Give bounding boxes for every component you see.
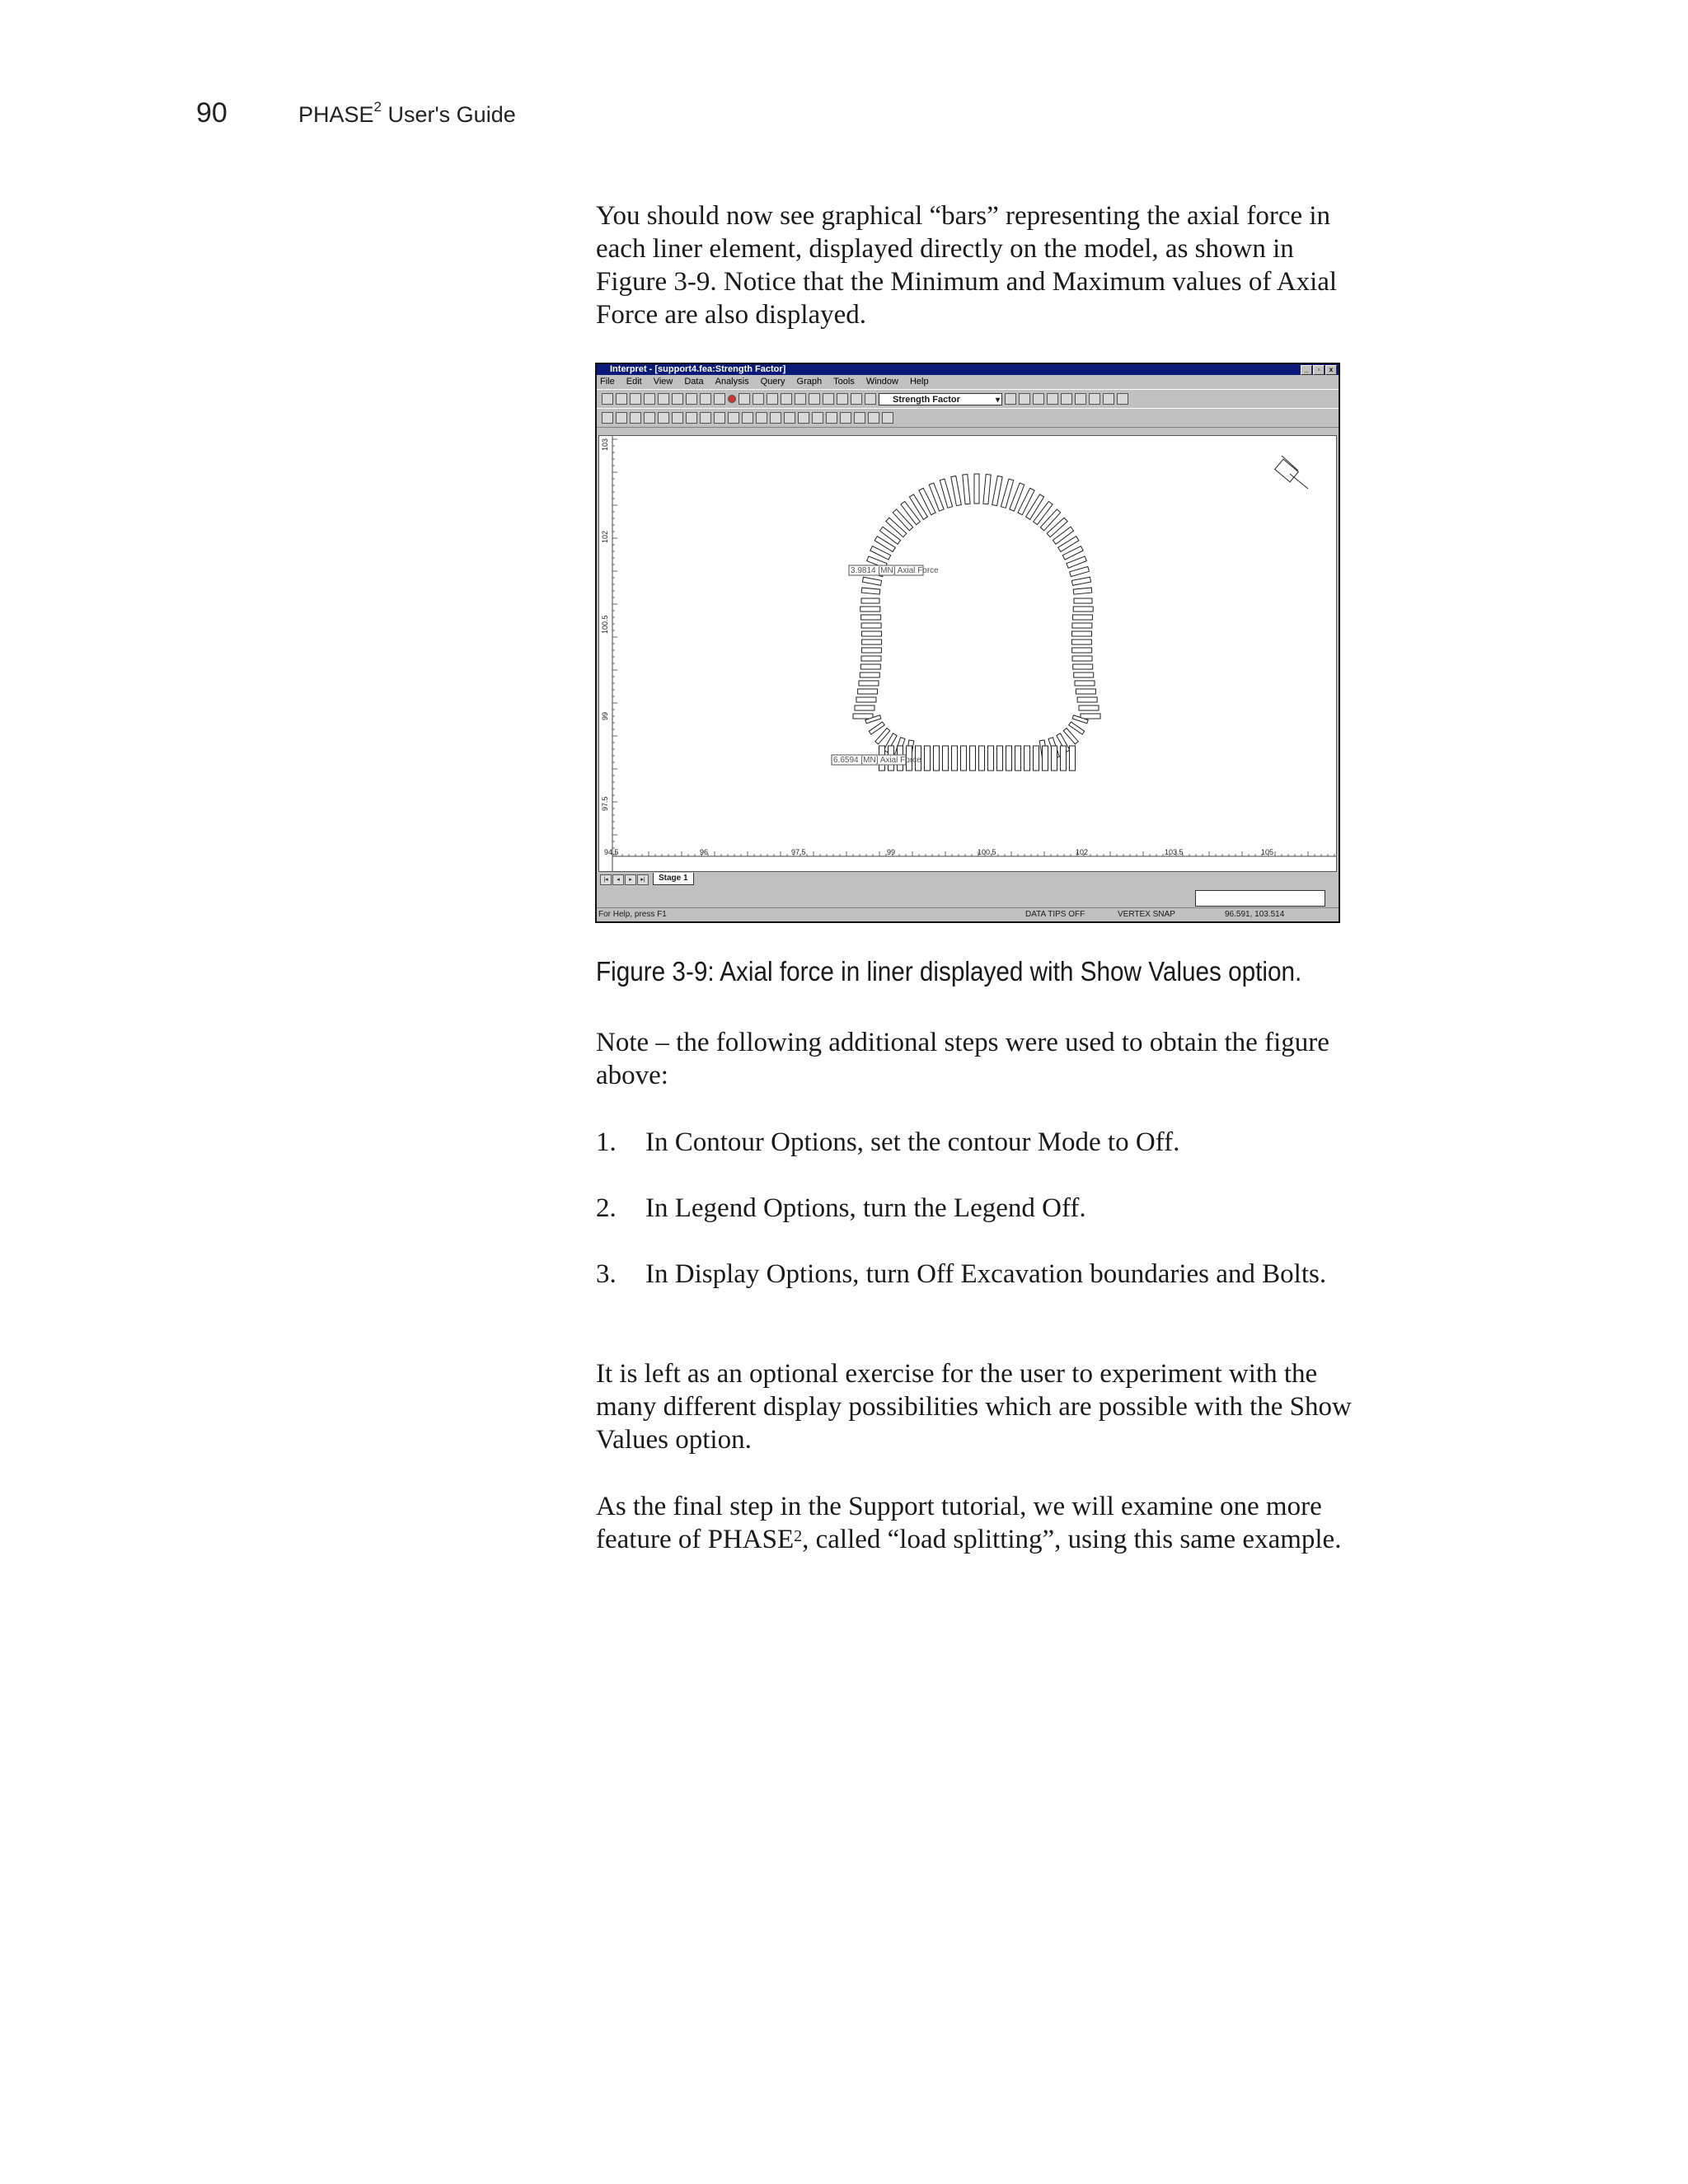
menu-tools[interactable]: Tools <box>833 377 855 387</box>
list-item-text: In Legend Options, turn the Legend Off. <box>645 1193 1086 1223</box>
save-icon[interactable] <box>630 393 641 405</box>
note-paragraph: Note – the following additional steps were used to obtain the figure above: <box>596 1028 1329 1090</box>
menu-file[interactable]: File <box>600 377 615 387</box>
header-title-sup: 2 <box>373 99 382 115</box>
liner-force-bar <box>963 475 970 504</box>
query-icon[interactable] <box>1033 393 1044 405</box>
liner-force-bar <box>860 673 879 677</box>
liner-force-bar <box>983 475 991 504</box>
liner-force-bar <box>1074 598 1092 603</box>
x-tick-label: 94.5 <box>604 848 619 856</box>
x-tick-label: 102 <box>1076 848 1089 856</box>
min-value-label: 6.6594 [MN] Axial Force <box>833 756 921 765</box>
liner-force-bar <box>862 577 881 585</box>
final-paragraph-before: As the final step in the Support tutorial, we will examine one more feature of PHASE <box>596 1492 1322 1554</box>
liner-force-bar <box>997 746 1003 771</box>
page-icon[interactable] <box>700 393 711 405</box>
liner-force-bar <box>988 746 994 771</box>
liner-force-bar <box>1081 714 1100 719</box>
y-tick-label: 102 <box>601 530 609 543</box>
header-title-suffix: User's Guide <box>382 102 516 127</box>
settings-icon[interactable] <box>1005 393 1016 405</box>
liner-force-bar <box>1073 588 1092 594</box>
menu-query[interactable]: Query <box>760 377 785 387</box>
close-icon[interactable]: x <box>1325 365 1337 375</box>
max-value-label: 3.9814 [MN] Axial Force <box>851 566 939 575</box>
liner-force-bar <box>869 722 884 734</box>
arrow-icon[interactable] <box>1075 393 1086 405</box>
liner-force-bar <box>1077 697 1097 702</box>
zoom-all-icon[interactable] <box>767 393 778 405</box>
liner-force-bar <box>1034 746 1039 771</box>
layout-icon[interactable] <box>644 393 655 405</box>
status-data-tips[interactable]: DATA TIPS OFF <box>1025 910 1085 919</box>
data-type-select[interactable]: Strength Factor ▾ <box>879 393 1002 405</box>
graph-icon[interactable] <box>1047 393 1058 405</box>
play-icon[interactable] <box>738 393 750 405</box>
liner-force-bar <box>1052 746 1057 771</box>
select-icon[interactable] <box>616 412 627 424</box>
search-icon[interactable] <box>865 393 876 405</box>
liner-force-bar <box>862 631 882 636</box>
liner-force-bar <box>925 746 931 771</box>
preview-icon[interactable] <box>672 393 683 405</box>
liner-force-bar <box>1071 640 1091 644</box>
x-tick-label: 100.5 <box>978 848 996 856</box>
list-item-number: 1. <box>596 1127 617 1157</box>
menu-data[interactable]: Data <box>684 377 704 387</box>
liner-force-bar <box>1074 673 1094 677</box>
stop-icon[interactable] <box>753 393 764 405</box>
plot-canvas <box>599 436 1336 871</box>
arc-icon[interactable] <box>686 412 697 424</box>
menu-view[interactable]: View <box>653 377 673 387</box>
liner-force-bar <box>862 640 882 644</box>
liner-force-bar <box>1061 746 1067 771</box>
toolbar-main <box>597 389 1339 409</box>
liner-force-bar <box>861 656 881 661</box>
liner-force-bar <box>961 746 967 771</box>
liner-force-bar <box>860 607 880 612</box>
liner-force-bar <box>1070 746 1076 771</box>
triangle-icon[interactable] <box>714 412 725 424</box>
pointer-icon[interactable] <box>630 412 641 424</box>
print-icon[interactable] <box>686 393 697 405</box>
x-tick-label: 103.5 <box>1165 848 1184 856</box>
liner-force-bar <box>974 474 979 504</box>
line-icon[interactable] <box>770 412 781 424</box>
header-title-prefix: PHASE <box>298 102 374 127</box>
liner-force-bar <box>1073 607 1093 612</box>
zoom-window-icon[interactable] <box>809 393 820 405</box>
liner-force-bar <box>934 746 940 771</box>
menu-graph[interactable]: Graph <box>796 377 823 387</box>
intro-paragraph: You should now see graphical “bars” representing the axial force in each liner element, displayed directly on the model, as shown in Figure 3-9. Notice that the Minimum and Maximum values of Axial Force are also displayed. <box>596 201 1338 330</box>
menu-edit[interactable]: Edit <box>626 377 642 387</box>
final-paragraph-after: , called “load splitting”, using this same example. <box>802 1525 1342 1554</box>
liner-force-bar <box>1069 722 1085 734</box>
liner-force-bar <box>1079 705 1099 710</box>
clipboard-icon[interactable] <box>798 412 809 424</box>
liner-force-bar <box>856 697 876 702</box>
liner-force-bar <box>1070 567 1090 577</box>
maximize-icon[interactable]: ▫ <box>1313 365 1325 375</box>
record-icon[interactable] <box>728 395 736 403</box>
rotate-icon[interactable] <box>851 393 862 405</box>
list-item-text: In Display Options, turn Off Excavation boundaries and Bolts. <box>645 1259 1327 1289</box>
interpret-screenshot <box>595 363 1340 923</box>
liner-force-bar <box>1072 656 1092 661</box>
display-icon[interactable] <box>602 412 613 424</box>
zoom-out-icon[interactable] <box>795 393 806 405</box>
status-coordinates: 96.591, 103.514 <box>1225 910 1285 919</box>
liner-force-bar <box>1067 556 1086 568</box>
liner-force-bar <box>853 714 873 719</box>
liner-force-bar <box>970 746 976 771</box>
liner-force-bar <box>1075 681 1095 686</box>
liner-force-bar <box>1073 664 1093 669</box>
page-number: 90 <box>196 97 227 129</box>
stress-direction-icon <box>1275 456 1308 489</box>
ruler-icon[interactable] <box>826 412 837 424</box>
document-icon[interactable] <box>854 412 865 424</box>
menu-window[interactable]: Window <box>865 377 898 387</box>
tab-stage-1[interactable]: Stage 1 <box>653 873 694 885</box>
menu-analysis[interactable]: Analysis <box>715 377 749 387</box>
liner-force-bar <box>1072 615 1092 620</box>
liner-force-bar <box>992 476 1003 506</box>
list-item-number: 2. <box>596 1193 617 1223</box>
tile-icon[interactable] <box>1089 393 1100 405</box>
liner-force-bar <box>952 746 958 771</box>
window-titlebar <box>597 364 1339 375</box>
toolbar-secondary <box>597 408 1339 428</box>
liner-force-bar <box>1006 746 1012 771</box>
prev-stage-icon[interactable]: ◂ <box>612 874 624 885</box>
figure-caption: Figure 3-9: Axial force in liner displayed with Show Values option. <box>596 956 1302 987</box>
x-tick-label: 99 <box>887 848 896 856</box>
liner-force-bar <box>1072 623 1092 628</box>
liner-force-bar <box>1072 631 1092 636</box>
running-header <box>298 99 516 128</box>
list-item-text: In Contour Options, set the contour Mode to Off. <box>645 1127 1180 1157</box>
liner-force-bar <box>861 623 881 628</box>
marker-icon[interactable] <box>868 412 879 424</box>
status-bar <box>597 907 1339 921</box>
x-tick-label: 97.5 <box>791 848 806 856</box>
table-icon[interactable] <box>840 412 851 424</box>
y-tick-label: 103 <box>601 438 609 451</box>
x-tick-label: 105 <box>1261 848 1274 856</box>
angle-icon[interactable] <box>742 412 753 424</box>
contour-icon[interactable] <box>1019 393 1030 405</box>
liner-force-bar <box>1072 648 1092 653</box>
liner-force-bar <box>1025 746 1030 771</box>
liner-force-bar <box>861 615 881 620</box>
liner-force-bar <box>1071 577 1090 585</box>
liner-force-bar <box>1076 689 1095 694</box>
delete-icon[interactable] <box>1061 393 1072 405</box>
help-icon[interactable] <box>1117 393 1128 405</box>
open-icon[interactable] <box>602 393 613 405</box>
liner-force-bar <box>861 598 879 603</box>
exercise-paragraph: It is left as an optional exercise for the user to experiment with the many different display possibilities which are possible with the Show Values option. <box>596 1359 1352 1455</box>
grid-icon[interactable] <box>658 412 669 424</box>
text-icon[interactable] <box>672 412 683 424</box>
liner-force-bar <box>951 476 962 506</box>
zoom-previous-icon[interactable] <box>823 393 834 405</box>
stage-tabs <box>598 873 1337 886</box>
liner-force-bar <box>943 746 949 771</box>
y-tick-label: 97.5 <box>601 796 609 811</box>
last-stage-icon[interactable]: ▸| <box>637 874 649 885</box>
final-paragraph <box>596 1490 1354 1556</box>
liner-force-bar <box>859 681 879 686</box>
next-stage-icon[interactable]: ▸ <box>625 874 636 885</box>
status-vertex-snap[interactable]: VERTEX SNAP <box>1118 910 1175 919</box>
liner-force-bar <box>860 664 880 669</box>
minimize-icon[interactable]: _ <box>1301 365 1312 375</box>
window-title: Interpret - [support4.fea:Strength Factor] <box>610 364 786 374</box>
rectangle-icon[interactable] <box>644 412 655 424</box>
x-tick-label: 96 <box>700 848 709 856</box>
pencil-icon[interactable] <box>728 412 739 424</box>
liner-force-bar <box>858 689 878 694</box>
polyline-icon[interactable] <box>700 412 711 424</box>
status-help: For Help, press F1 <box>598 910 667 919</box>
final-paragraph-sup: 2 <box>794 1527 803 1545</box>
liner-force-bar <box>861 648 881 653</box>
window-icon[interactable] <box>1103 393 1114 405</box>
pan-icon[interactable] <box>837 393 848 405</box>
liner-force-bar <box>861 588 880 594</box>
calculator-icon[interactable] <box>784 412 795 424</box>
copy-icon[interactable] <box>616 393 627 405</box>
zoom-in-icon[interactable] <box>781 393 792 405</box>
export-icon[interactable] <box>714 393 725 405</box>
arrow-tool-icon[interactable] <box>756 412 767 424</box>
menu-help[interactable]: Help <box>909 377 929 387</box>
lock-icon[interactable] <box>812 412 823 424</box>
y-tick-label: 100.5 <box>601 615 609 634</box>
model-view[interactable] <box>598 435 1337 872</box>
list-item-number: 3. <box>596 1259 617 1289</box>
liner-force-bar <box>1043 746 1048 771</box>
menubar <box>597 376 1339 387</box>
chart-icon[interactable] <box>658 393 669 405</box>
command-input[interactable] <box>1195 890 1325 907</box>
liner-force-bar <box>1015 746 1021 771</box>
y-tick-label: 99 <box>601 711 609 720</box>
first-stage-icon[interactable]: |◂ <box>600 874 612 885</box>
liner-force-bar <box>979 746 985 771</box>
values-icon[interactable] <box>882 412 893 424</box>
liner-force-bar <box>855 705 874 710</box>
